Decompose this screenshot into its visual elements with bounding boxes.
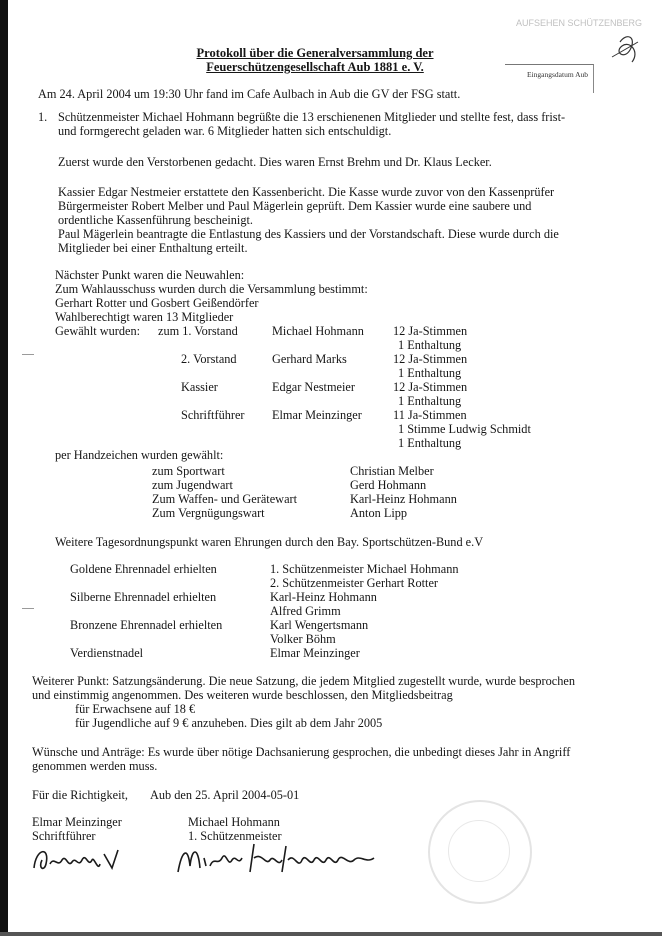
honor-recipient: Volker Böhm: [270, 632, 336, 646]
honors-intro: Weitere Tagesordnungspunkt waren Ehrungen durch den Bay. Sportschützen-Bund e.V: [55, 535, 484, 549]
election-office: 2. Vorstand: [181, 352, 237, 366]
wishes-line2: genommen werden muss.: [32, 759, 158, 773]
election-abstention: 1 Enthaltung: [398, 436, 462, 450]
signatory-right-name: Michael Hohmann: [188, 815, 280, 829]
page-title-line2: Feuerschützengesellschaft Aub 1881 e. V.: [206, 60, 424, 74]
election-votes: 12 Ja-Stimmen: [393, 324, 468, 338]
hand-vote-office: Zum Vergnügungswart: [152, 506, 265, 520]
election-abstention: 1 Enthaltung: [398, 366, 462, 380]
election-office: Kassier: [181, 380, 218, 394]
elections-line1: Nächster Punkt waren die Neuwahlen:: [55, 268, 245, 282]
election-other-vote: 1 Stimme Ludwig Schmidt: [398, 422, 531, 436]
seal-stamp: [428, 800, 532, 904]
merit-label: Verdienstnadel: [70, 646, 144, 660]
intro-text: Am 24. April 2004 um 19:30 Uhr fand im Cafe Aulbach in Aub die GV der FSG statt.: [38, 87, 461, 101]
honor-recipient: Elmar Meinzinger: [270, 646, 360, 660]
treasurer-line4: Paul Mägerlein beantragte die Entlastung des Kassiers und der Vorstandschaft. Diese wurde durch die: [58, 227, 559, 241]
honor-recipient: 1. Schützenmeister Michael Hohmann: [270, 562, 459, 576]
election-name: Michael Hohmann: [272, 324, 364, 338]
page-title-line1: Protokoll über die Generalversammlung der: [196, 46, 434, 60]
election-votes: 11 Ja-Stimmen: [393, 408, 467, 422]
place-date: Aub den 25. April 2004-05-01: [150, 788, 300, 802]
election-name: Gerhard Marks: [272, 352, 347, 366]
stamp-box: [505, 64, 594, 93]
election-name: Elmar Meinzinger: [272, 408, 362, 422]
silver-label: Silberne Ehrennadel erhielten: [70, 590, 217, 604]
hand-vote-name: Christian Melber: [350, 464, 434, 478]
gold-label: Goldene Ehrennadel erhielten: [70, 562, 217, 576]
hand-vote-office: zum Sportwart: [152, 464, 225, 478]
election-abstention: 1 Enthaltung: [398, 394, 462, 408]
treasurer-line3: ordentliche Kassenführung bescheinigt.: [58, 213, 253, 227]
hand-vote-office: zum Jugendwart: [152, 478, 233, 492]
honor-recipient: 2. Schützenmeister Gerhart Rotter: [270, 576, 439, 590]
scan-border-bottom: [0, 932, 662, 936]
treasurer-line1: Kassier Edgar Nestmeier erstattete den Kassenbericht. Die Kasse wurde zuvor von den Kassenprüfer: [58, 185, 555, 199]
stamp-top-text: AUFSEHEN SCHÜTZENBERG: [516, 18, 642, 28]
signatory-left-name: Elmar Meinzinger: [32, 815, 122, 829]
hand-vote-office: Zum Waffen- und Gerätewart: [152, 492, 298, 506]
punch-mark: [22, 608, 34, 609]
election-abstention: 1 Enthaltung: [398, 338, 462, 352]
hand-vote-name: Gerd Hohmann: [350, 478, 427, 492]
seal-inner-ring: [448, 820, 510, 882]
signature-right-icon: [170, 836, 390, 882]
signature-left-icon: [28, 838, 128, 878]
statute-line4: für Jugendliche auf 9 € anzuheben. Dies gilt ab dem Jahr 2005: [75, 716, 383, 730]
item1-line1: Schützenmeister Michael Hohmann begrüßte die 13 erschienenen Mitglieder und stellte fest, dass frist-: [58, 110, 566, 124]
elected-label: Gewählt wurden:: [55, 324, 141, 338]
elections-line3: Gerhart Rotter und Gosbert Geißendörfer: [55, 296, 259, 310]
elections-line4: Wahlberechtigt waren 13 Mitglieder: [55, 310, 234, 324]
hand-vote-name: Karl-Heinz Hohmann: [350, 492, 457, 506]
election-votes: 12 Ja-Stimmen: [393, 352, 468, 366]
signatory-left-role: Schriftführer: [32, 829, 96, 843]
honor-recipient: Alfred Grimm: [270, 604, 341, 618]
election-votes: 12 Ja-Stimmen: [393, 380, 468, 394]
punch-mark: [22, 354, 34, 355]
treasurer-line5: Mitglieder bei einer Enthaltung erteilt.: [58, 241, 248, 255]
item1-line2: und formgerecht geladen war. 6 Mitglieder hatten sich entschuldigt.: [58, 124, 392, 138]
wishes-line1: Wünsche und Anträge: Es wurde über nötige Dachsanierung gesprochen, die unbedingt dieses Jahr in Angriff: [32, 745, 571, 759]
statute-line1: Weiterer Punkt: Satzungsänderung. Die neue Satzung, die jedem Mitglied zugestellt wurde, wurde besprochen: [32, 674, 575, 688]
scan-border-left: [0, 0, 8, 936]
hand-vote-name: Anton Lipp: [350, 506, 408, 520]
item-number: 1.: [38, 110, 48, 124]
signatory-right-role: 1. Schützenmeister: [188, 829, 282, 843]
elections-line2: Zum Wahlausschuss wurden durch die Versammlung bestimmt:: [55, 282, 368, 296]
stamp-box-text: Eingangsdatum Aub: [527, 70, 589, 79]
statute-line3: für Erwachsene auf 18 €: [75, 702, 196, 716]
bronze-label: Bronzene Ehrennadel erhielten: [70, 618, 223, 632]
honor-recipient: Karl Wengertsmann: [270, 618, 369, 632]
treasurer-line2: Bürgermeister Robert Melber und Paul Mägerlein geprüft. Dem Kassier wurde eine saubere und: [58, 199, 532, 213]
deceased-text: Zuerst wurde den Verstorbenen gedacht. Dies waren Ernst Brehm und Dr. Klaus Lecker.: [58, 155, 492, 169]
hand-vote-label: per Handzeichen wurden gewählt:: [55, 448, 224, 462]
correctness-text: Für die Richtigkeit,: [32, 788, 128, 802]
election-office: Schriftführer: [181, 408, 245, 422]
honor-recipient: Karl-Heinz Hohmann: [270, 590, 377, 604]
statute-line2: und einstimmig angenommen. Des weiteren wurde beschlossen, den Mitgliedsbeitrag: [32, 688, 453, 702]
election-office: zum 1. Vorstand: [158, 324, 238, 338]
election-name: Edgar Nestmeier: [272, 380, 355, 394]
